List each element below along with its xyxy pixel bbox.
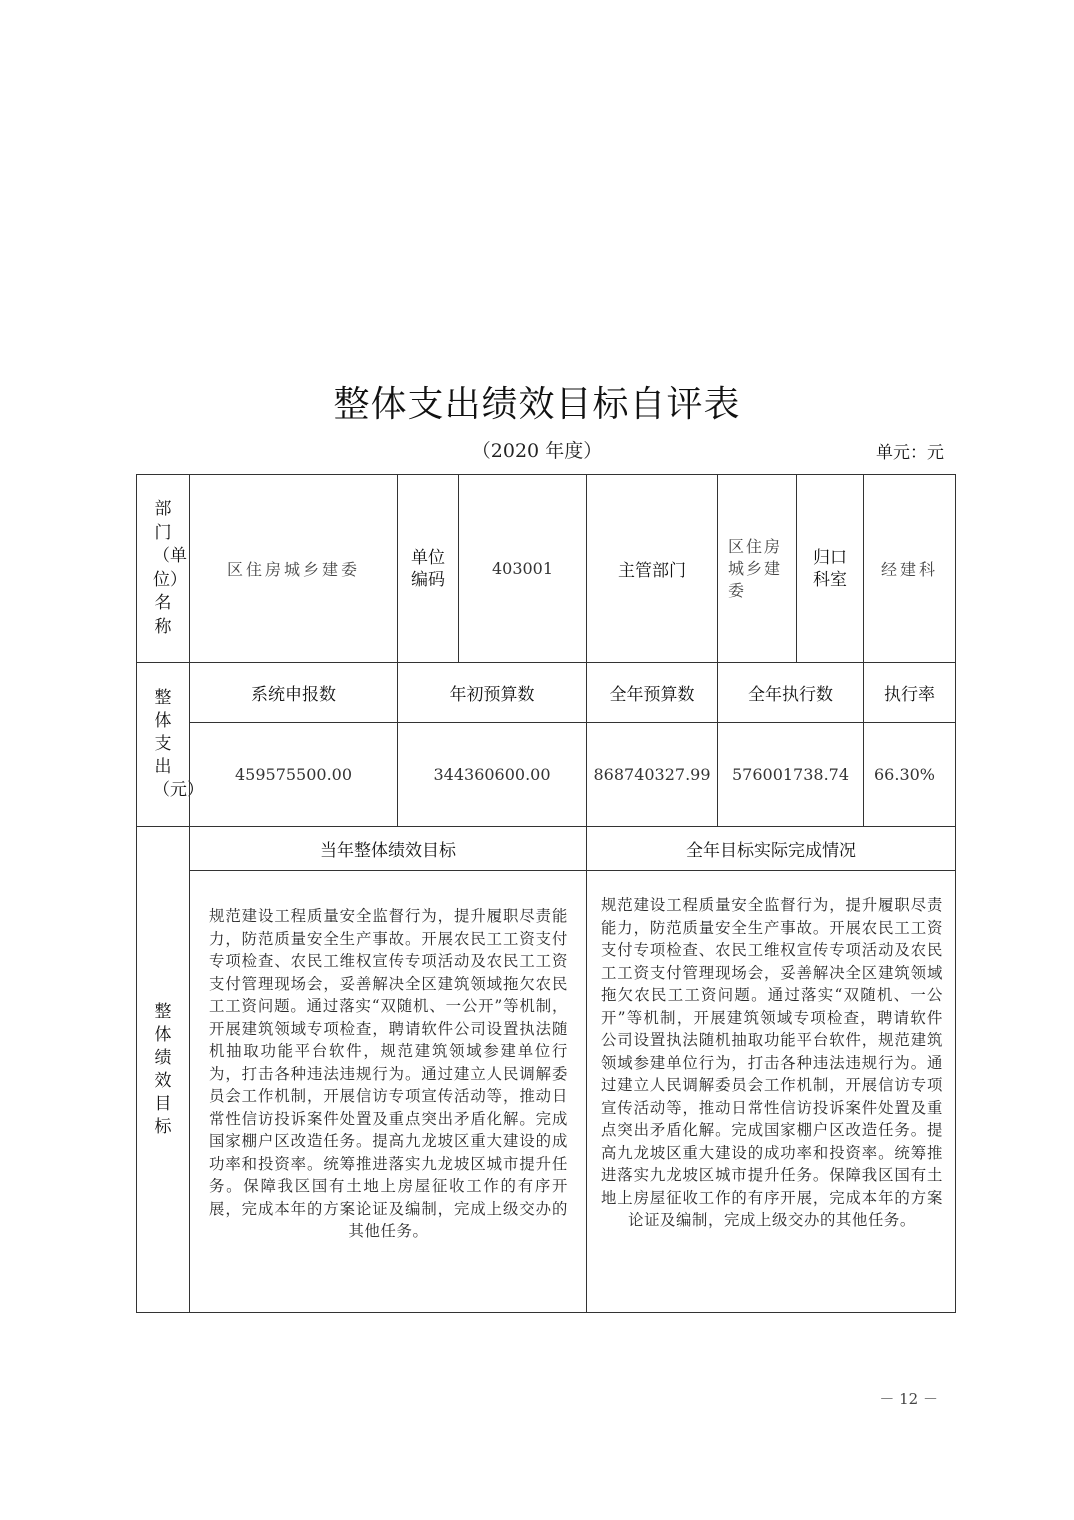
office-value: 经建科 — [880, 560, 938, 579]
actual-text: 规范建设工程质量安全监督行为，提升履职尽责能力，防范质量安全生产事故。开展农民工工资支付专项检查、农民工维权宣传专项活动及农民工工资支付管理现场会，妥善解决全区建筑领域拖欠农民工工资问题。通过落实“双随机、一公开”等机制，开展建筑领域专项检查，聘请软件公司设置执法随机抽取功能平台软件，规范建筑领域参建单位行为，打击各种违法违规行为。通过建立人民调解委员会工作机制，开展信访专项宣传活动等，推动日常性信访投诉案件处置及重点突出矛盾化解。完成国家棚户区改造任务。提高九龙坡区重大建设的成功率和投资率。统筹推进落实九龙坡区城市提升任务。保障我区国有土地上房屋征收工作的有序开展，完成本年的方案论证及编制，完成上级交办的其他任务。 — [601, 896, 943, 1229]
header-annual-budget: 全年预算数 — [609, 685, 695, 705]
header-cell — [397, 662, 587, 723]
actual-header: 全年目标实际完成情况 — [686, 841, 856, 861]
dept-name-cell — [189, 474, 398, 663]
goal-text-cell — [189, 870, 587, 1313]
value-cell — [863, 722, 956, 827]
goal-text: 规范建设工程质量安全监督行为，提升履职尽责能力，防范质量安全生产事故。开展农民工工资支付专项检查、农民工维权宣传专项活动及农民工工资支付管理现场会，妥善解决全区建筑领域拖欠农民工工资问题。通过落实“双随机、一公开”等机制，开展建筑领域专项检查，聘请软件公司设置执法随机抽取功能平台软件，规范建筑领域参建单位行为，打击各种违法违规行为。通过建立人民调解委员会工作机制，开展信访专项宣传活动等，推动日常性信访投诉案件处置及重点突出矛盾化解。完成国家棚户区改造任务。提高九龙坡区重大建设的成功率和投资率。统筹推进落实九龙坡区城市提升任务。保障我区国有土地上房屋征收工作的有序开展，完成本年的方案论证及编制，完成上级交办的其他任务。 — [209, 907, 568, 1240]
header-execution-rate: 执行率 — [884, 685, 935, 705]
dept-name-label-cell — [136, 474, 190, 663]
expenditure-label-cell — [136, 662, 204, 827]
actual-header-cell — [586, 826, 956, 871]
supervisor-label: 主管部门 — [618, 561, 686, 581]
fiscal-year: （2020 年度） — [471, 440, 603, 462]
office-cell — [863, 474, 956, 663]
actual-text-cell — [586, 870, 956, 1313]
header-cell — [717, 662, 864, 723]
supervisor-cell — [717, 474, 797, 663]
unit-code-label: 单位编码 — [411, 547, 445, 590]
supervisor-value: 区住房城乡建委 — [728, 536, 783, 600]
dept-name-label: 部门（单位）名称 — [153, 499, 187, 637]
goal-header: 当年整体绩效目标 — [320, 841, 456, 861]
goal-header-cell — [189, 826, 587, 871]
value-cell — [717, 722, 864, 827]
header-initial-budget: 年初预算数 — [449, 685, 535, 705]
executed-amount: 576001738.74 — [731, 765, 850, 784]
header-cell — [586, 662, 718, 723]
value-cell — [189, 722, 398, 827]
office-label: 归口科室 — [813, 547, 847, 590]
value-cell — [586, 722, 718, 827]
declared-amount: 459575500.00 — [234, 765, 353, 784]
currency-unit: 单元：元 — [876, 443, 944, 463]
office-label-cell — [796, 474, 864, 663]
header-cell — [189, 662, 398, 723]
dept-name-value: 区住房城乡建委 — [226, 560, 360, 579]
performance-label-cell — [136, 826, 190, 1313]
annual-budget-amount: 868740327.99 — [593, 765, 711, 784]
expenditure-label: 整体支出（元） — [153, 688, 204, 800]
initial-budget-amount: 344360600.00 — [433, 765, 551, 784]
performance-label: 整体绩效目标 — [154, 1001, 172, 1137]
unit-code-value: 403001 — [491, 559, 554, 578]
header-declared: 系统申报数 — [251, 685, 336, 705]
header-executed: 全年执行数 — [748, 685, 833, 705]
unit-code-label-cell — [397, 474, 459, 663]
document-title: 整体支出绩效目标自评表 — [333, 384, 741, 425]
value-cell — [397, 722, 587, 827]
unit-code-cell — [458, 474, 587, 663]
supervisor-label-cell — [586, 474, 718, 663]
page-number: － 12 － — [879, 1390, 938, 1408]
header-cell — [863, 662, 956, 723]
execution-rate: 66.30% — [874, 765, 936, 784]
